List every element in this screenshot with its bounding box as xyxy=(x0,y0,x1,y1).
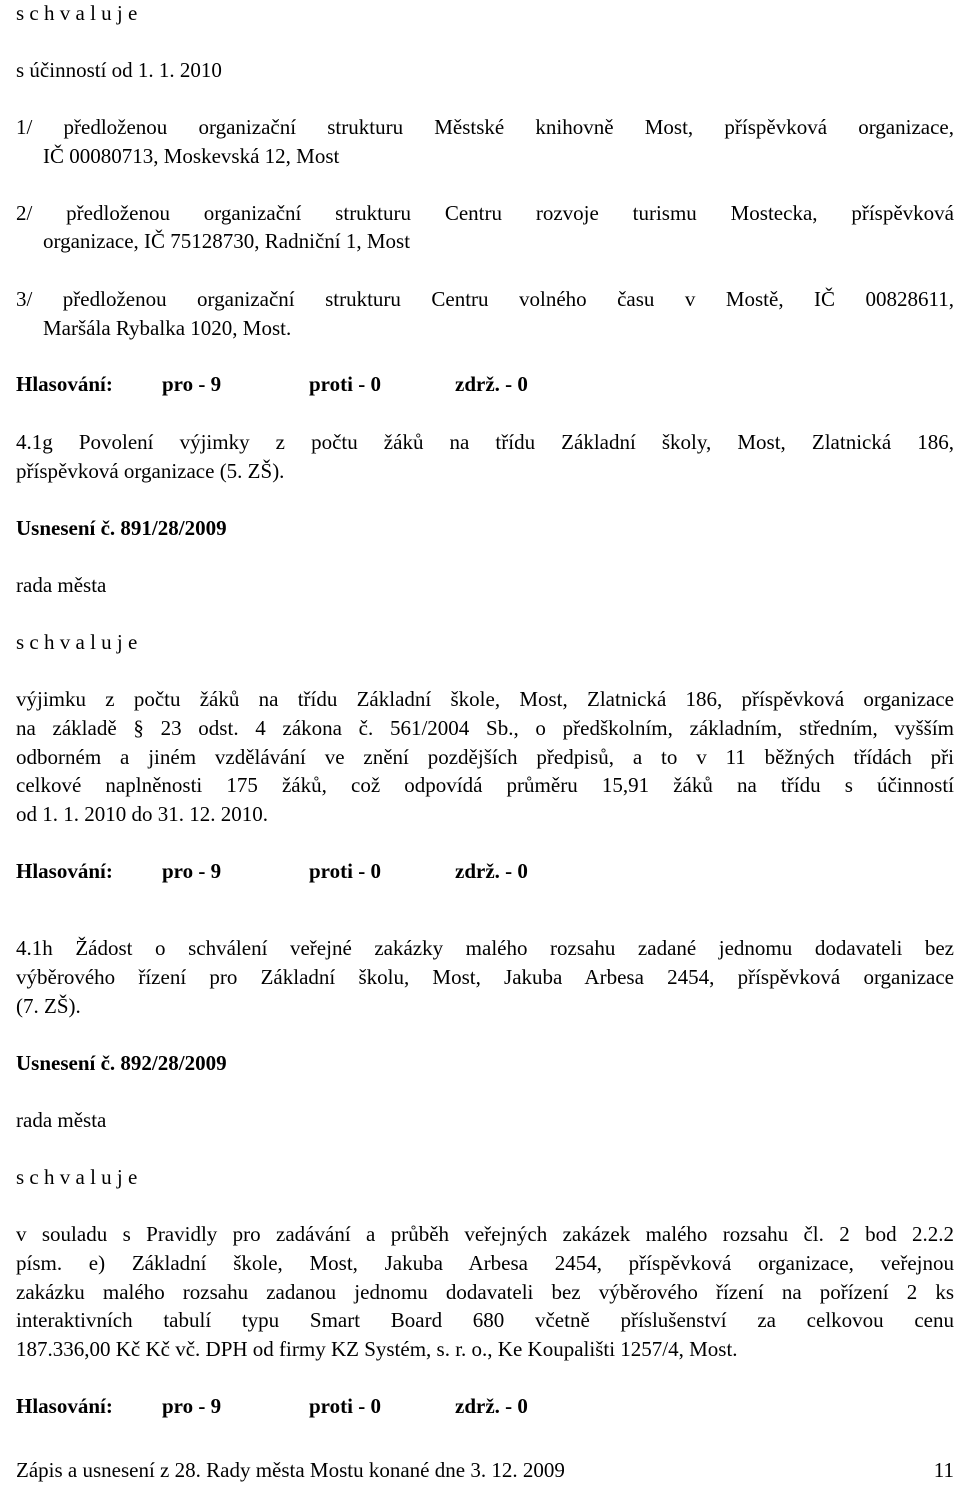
vote-proti: proti - 0 xyxy=(309,859,381,883)
section-1g-body-1: výjimku z počtu žáků na třídu Základní škole, Most, Zlatnická 186, příspěvková organizace xyxy=(16,687,954,711)
section-1g-body-3: odborném a jiném vzdělávání ve znění pozdějších předpisů, a to v 11 běžných třídách při xyxy=(16,745,954,769)
item-1-line-a: 1/ předloženou organizační strukturu Městské knihovně Most, příspěvková organizace, xyxy=(16,115,954,139)
vote-zdrz: zdrž. - 0 xyxy=(455,859,528,883)
page-number: 11 xyxy=(933,1458,954,1482)
schvaluje-2: s c h v a l u j e xyxy=(16,1165,138,1189)
section-1g-body-2: na základě § 23 odst. 4 zákona č. 561/2004 Sb., o předškolním, základním, středním, vyšším xyxy=(16,716,954,740)
vote-zdrz: zdrž. - 0 xyxy=(455,372,528,396)
vote-pro: pro - 9 xyxy=(162,372,222,396)
section-1h-body-5: 187.336,00 Kč Kč vč. DPH od firmy KZ Systém, s. r. o., Ke Koupališti 1257/4, Most. xyxy=(16,1337,738,1361)
item-2-line-a: 2/ předloženou organizační strukturu Centru rozvoje turismu Mostecka, příspěvková xyxy=(16,201,954,225)
section-1g-title-a: 4.1g Povolení výjimky z počtu žáků na třídu Základní školy, Most, Zlatnická 186, xyxy=(16,430,954,454)
resolution-892: Usnesení č. 892/28/2009 xyxy=(16,1051,227,1075)
section-1g-body-5: od 1. 1. 2010 do 31. 12. 2010. xyxy=(16,802,268,826)
schvaluje-1: s c h v a l u j e xyxy=(16,630,138,654)
vote-pro: pro - 9 xyxy=(162,859,222,883)
section-1h-body-1: v souladu s Pravidly pro zadávání a průběh veřejných zakázek malého rozsahu čl. 2 bod 2.2.2 xyxy=(16,1222,954,1246)
vote-proti: proti - 0 xyxy=(309,372,381,396)
section-1h-title-b: výběrového řízení pro Základní školu, Most, Jakuba Arbesa 2454, příspěvková organizace xyxy=(16,965,954,989)
section-1g-body-4: celkové naplněnosti 175 žáků, což odpovídá průměru 15,91 žáků na třídu s účinností xyxy=(16,773,954,797)
council-label-1: rada města xyxy=(16,573,107,597)
vote-label: Hlasování: xyxy=(16,859,113,883)
item-1-line-b: IČ 00080713, Moskevská 12, Most xyxy=(43,144,340,168)
vote-label: Hlasování: xyxy=(16,372,113,396)
vote-proti: proti - 0 xyxy=(309,1394,381,1418)
section-1h-body-2: písm. e) Základní škole, Most, Jakuba Arbesa 2454, příspěvková organizace, veřejnou xyxy=(16,1251,954,1275)
council-label-2: rada města xyxy=(16,1108,107,1132)
resolution-891: Usnesení č. 891/28/2009 xyxy=(16,516,227,540)
schvaluje-heading: s c h v a l u j e xyxy=(16,1,138,25)
page-footer xyxy=(16,1458,954,1482)
section-1h-body-3: zakázku malého rozsahu zadanou jednomu dodavateli bez výběrového řízení na pořízení 2 ks xyxy=(16,1280,954,1304)
item-3-line-a: 3/ předloženou organizační strukturu Centru volného času v Mostě, IČ 00828611, xyxy=(16,287,954,311)
effective-date: s účinností od 1. 1. 2010 xyxy=(16,58,222,82)
item-2-line-b: organizace, IČ 75128730, Radniční 1, Most xyxy=(43,229,411,253)
section-1h-body-4: interaktivních tabulí typu Smart Board 680 včetně příslušenství za celkovou cenu xyxy=(16,1308,954,1332)
vote-pro: pro - 9 xyxy=(162,1394,222,1418)
vote-label: Hlasování: xyxy=(16,1394,113,1418)
section-1g-title-b: příspěvková organizace (5. ZŠ). xyxy=(16,459,285,483)
footer-text: Zápis a usnesení z 28. Rady města Mostu konané dne 3. 12. 2009 xyxy=(16,1458,565,1482)
section-1h-title-a: 4.1h Žádost o schválení veřejné zakázky malého rozsahu zadané jednomu dodavateli bez xyxy=(16,936,954,960)
item-3-line-b: Maršála Rybalka 1020, Most. xyxy=(43,316,292,340)
section-1h-title-c: (7. ZŠ). xyxy=(16,994,81,1018)
vote-zdrz: zdrž. - 0 xyxy=(455,1394,528,1418)
